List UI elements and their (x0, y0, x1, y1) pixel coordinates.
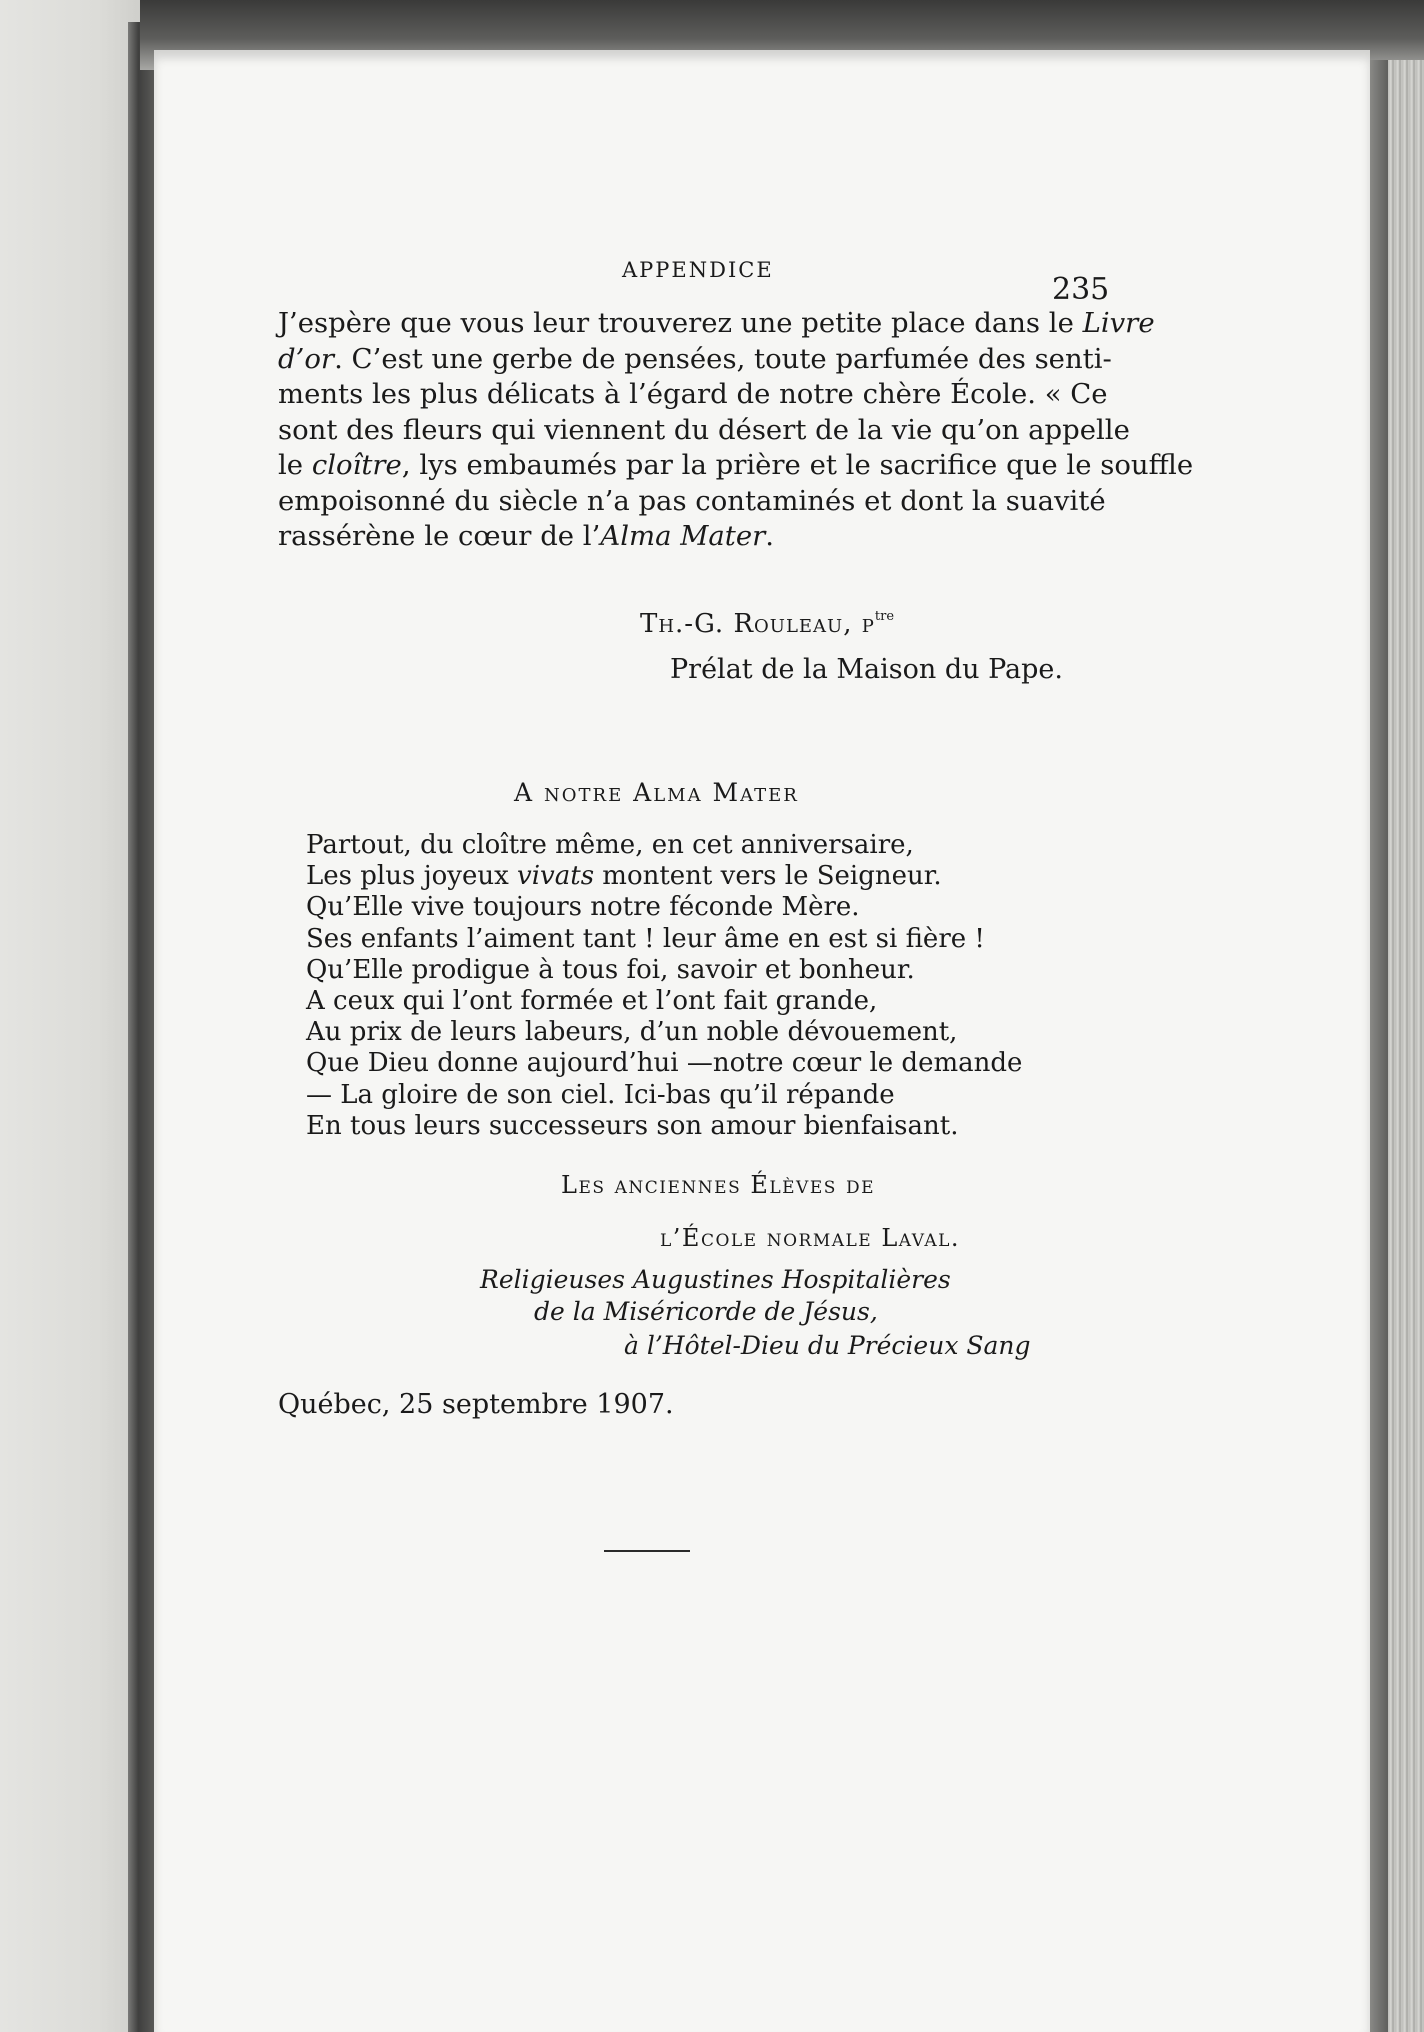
poem-line: Les plus joyeux vivats montent vers le Seigneur. (306, 861, 942, 892)
religious-line-1: Religieuses Augustines Hospitalières (480, 1265, 951, 1294)
letter-line: ments les plus délicats à l’égard de notre chère École. « Ce (278, 378, 1108, 410)
running-header: APPENDICE (622, 258, 774, 282)
poem-line: Que Dieu donne aujourd’hui —notre cœur le demande (306, 1048, 1023, 1079)
religious-line-3: à l’Hôtel-Dieu du Précieux Sang (624, 1331, 1031, 1360)
poem-line: Ses enfants l’aiment tant ! leur âme en est si fière ! (306, 923, 985, 954)
date-line: Québec, 25 septembre 1907. (278, 1389, 674, 1420)
poem-line: En tous leurs successeurs son amour bienfaisant. (306, 1110, 959, 1141)
facing-page-edge (0, 0, 140, 2032)
poem-line: Qu’Elle vive toujours notre féconde Mère. (306, 892, 860, 923)
poem-line: A ceux qui l’ont formée et l’ont fait grande, (306, 986, 878, 1017)
page-number: 235 (1052, 272, 1110, 307)
letter-line: d’or. C’est une gerbe de pensées, toute parfumée des senti- (278, 342, 1112, 375)
letter-line: J’espère que vous leur trouverez une petite place dans le Livre (278, 307, 1155, 339)
letter-line: sont des fleurs qui viennent du désert de la vie qu’on appelle (278, 413, 1130, 446)
end-rule (604, 1550, 690, 1552)
page-stack-edge (1388, 60, 1424, 2032)
poem-line: Partout, du cloître même, en cet anniversaire, (306, 830, 914, 860)
letter-line: le cloître, lys embaumés par la prière et le sacrifice que le souffle (278, 449, 1194, 481)
page-edge-shadow (1368, 60, 1390, 2032)
signature-name: Th.-G. Rouleau, $p^{tre}$ (640, 609, 895, 639)
letter-line: rassérène le cœur de l’Alma Mater. (278, 520, 775, 552)
poem-line: — La gloire de son ciel. Ici-bas qu’il répande (306, 1079, 895, 1110)
poem-line: Qu’Elle prodigue à tous foi, savoir et bonheur. (306, 954, 915, 985)
book-gutter (128, 22, 154, 2032)
poem-title: A notre Alma Mater (514, 778, 799, 807)
authors-line-1: Les anciennes Élèves de (561, 1171, 876, 1199)
poem-line: Au prix de leurs labeurs, d’un noble dévouement, (306, 1017, 958, 1048)
letter-paragraph (278, 306, 1194, 555)
signature-title: Prélat de la Maison du Pape. (670, 654, 1063, 685)
authors-line-2: l’École normale Laval. (660, 1224, 961, 1252)
poem-body (306, 830, 1022, 1142)
letter-line: empoisonné du siècle n’a pas contaminés et dont la suavité (278, 484, 1106, 517)
religious-line-2: de la Miséricorde de Jésus, (534, 1297, 878, 1326)
